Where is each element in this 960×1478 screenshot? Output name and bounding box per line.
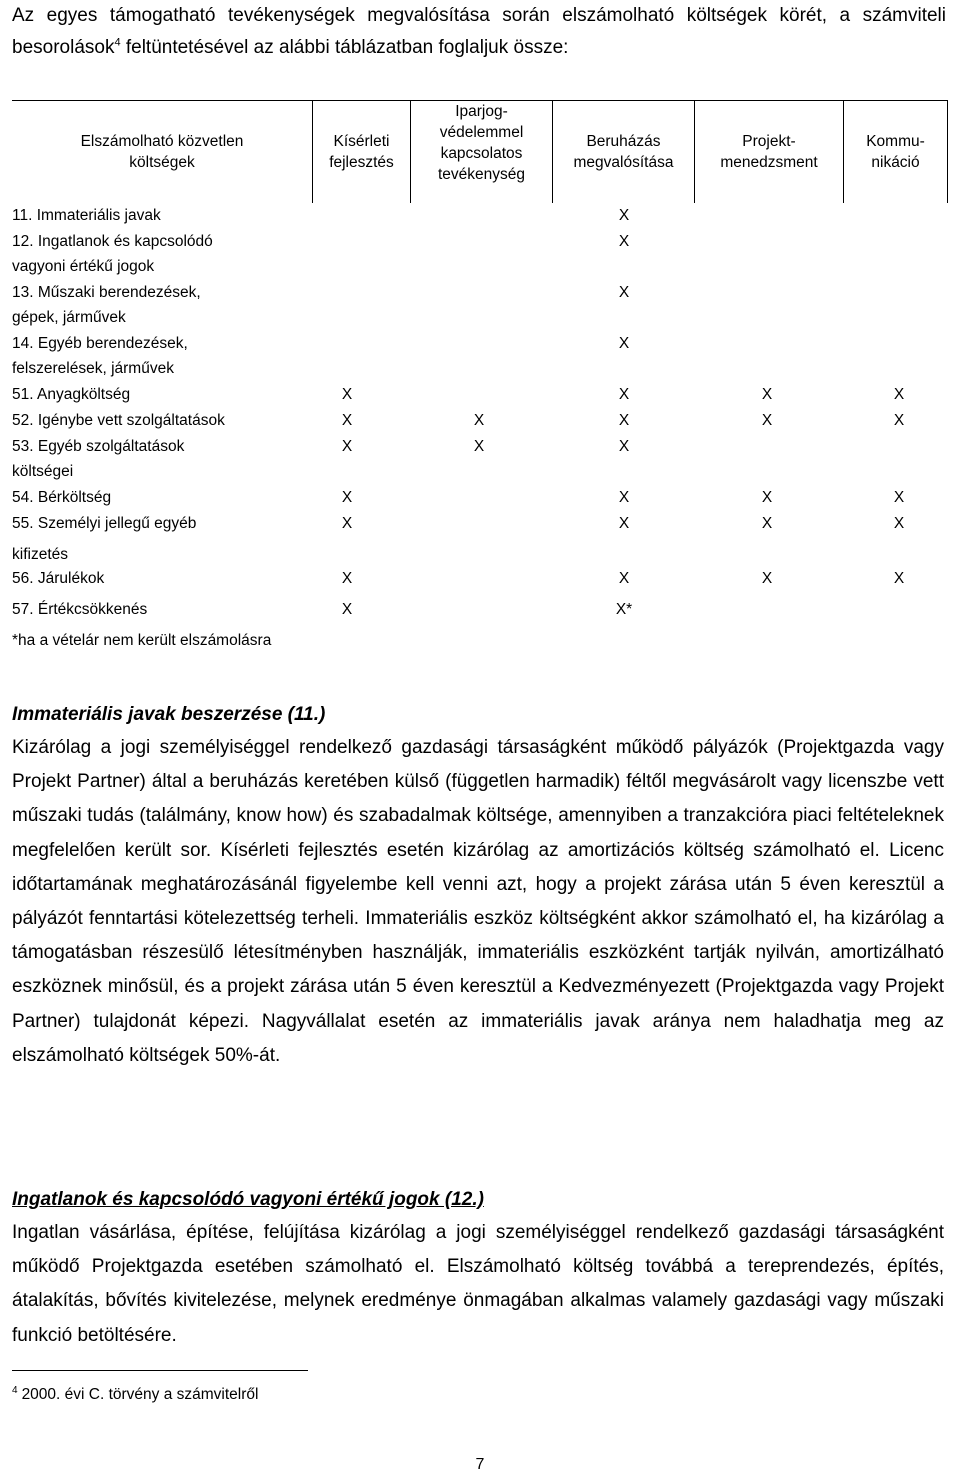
cell-mark: X [341, 438, 353, 455]
cell-mark: X [341, 489, 353, 506]
row-label-line: felszerelések, járművek [12, 360, 174, 377]
table-row [12, 566, 948, 597]
row-label-line: költségei [12, 463, 74, 480]
footnote-reference: 4 [114, 36, 121, 49]
cell-mark: X [618, 515, 630, 532]
page-number: 7 [475, 1456, 485, 1473]
column-header-line: kapcsolatos [440, 145, 523, 162]
table-row [12, 203, 948, 229]
footnote-text: 2000. évi C. törvény a számvitelről [21, 1386, 259, 1403]
intro-paragraph [12, 0, 946, 64]
table-row [12, 229, 948, 280]
cell-mark: X* [615, 601, 633, 618]
cell-mark: X [893, 386, 905, 403]
row-label-line: 51. Anyagköltség [12, 386, 131, 403]
column-header-3 [552, 101, 694, 203]
row-label-line: 12. Ingatlanok és kapcsolódó [12, 233, 213, 250]
column-header-line: tevékenység [437, 166, 526, 183]
column-header-line: Beruházás [586, 133, 661, 150]
table-row [12, 485, 948, 511]
column-header-line: megvalósítása [573, 154, 674, 171]
row-label [12, 229, 312, 279]
cell-mark: X [341, 386, 353, 403]
row-label [12, 566, 312, 591]
cell-mark: X [618, 207, 630, 224]
row-label-line: kifizetés [12, 546, 68, 563]
cell-mark: X [341, 515, 353, 532]
footnote-number: 4 [12, 1384, 18, 1396]
column-header-line: Elszámolható közvetlen [80, 133, 244, 150]
column-header-line: védelemmel [439, 124, 524, 141]
table-note: *ha a vételár nem került elszámolásra [12, 632, 272, 649]
row-label-line: 11. Immateriális javak [12, 207, 161, 224]
table-row [12, 280, 948, 331]
column-header-line: Kísérleti [333, 133, 390, 150]
footnote-separator [12, 1370, 308, 1371]
table-row [12, 331, 948, 382]
cell-mark: X [473, 438, 485, 455]
row-label-line: 14. Egyéb berendezések, [12, 335, 188, 352]
cell-mark: X [341, 412, 353, 429]
column-header-line: nikáció [871, 154, 920, 171]
cell-mark: X [341, 570, 353, 587]
cost-table [12, 100, 948, 649]
row-label [12, 280, 312, 330]
column-header-0 [12, 101, 312, 203]
row-label-line: gépek, járművek [12, 309, 126, 326]
cell-mark: X [893, 515, 905, 532]
section-heading-real-estate: Ingatlanok és kapcsolódó vagyoni értékű jogok (12.) [12, 1189, 484, 1210]
row-label-line: 52. Igénybe vett szolgáltatások [12, 412, 225, 429]
column-header-4 [694, 101, 843, 203]
column-header-line: menedzsment [720, 154, 818, 171]
cell-mark: X [618, 489, 630, 506]
row-label [12, 203, 312, 228]
section-heading-intangible: Immateriális javak beszerzése (11.) [12, 704, 326, 725]
cell-mark: X [893, 570, 905, 587]
row-label-line: 55. Személyi jellegű egyéb [12, 515, 197, 532]
section-paragraph-real-estate: Ingatlan vásárlása, építése, felújítása kizárólag a jogi személyiséggel rendelkező gazdasági társaságként működő Projektgazda esetében számolható el. Elszámolható költség továbbá a tereprendezés, építés, átalakítás, bővítés kivitelezése, melynek eredménye önmagában alkalmas valamely gazdasági vagy műszaki funkció betöltésére. [12, 1222, 944, 1346]
row-label-line: 53. Egyéb szolgáltatások [12, 438, 185, 455]
cell-mark: X [618, 335, 630, 352]
table-header [12, 100, 948, 203]
column-header-2 [410, 101, 552, 203]
column-header-line: fejlesztés [329, 154, 394, 171]
row-label-line: 54. Bérköltség [12, 489, 112, 506]
column-header-line: Projekt- [742, 133, 796, 150]
cell-mark: X [761, 412, 773, 429]
table-row [12, 511, 948, 566]
cell-mark: X [618, 284, 630, 301]
cell-mark: X [341, 601, 353, 618]
row-label-line: 57. Értékcsökkenés [12, 601, 148, 618]
intro-text-after: feltüntetésével az alábbi táblázatban foglaljuk össze: [120, 37, 569, 58]
row-label-line: vagyoni értékű jogok [12, 258, 155, 275]
cell-mark: X [761, 489, 773, 506]
column-header-line: Iparjog- [455, 103, 508, 120]
row-label [12, 382, 312, 407]
cell-mark: X [761, 570, 773, 587]
cell-mark: X [473, 412, 485, 429]
row-label [12, 331, 312, 381]
table-row [12, 382, 948, 408]
row-label [12, 408, 312, 433]
cell-mark: X [893, 412, 905, 429]
cell-mark: X [761, 515, 773, 532]
row-label [12, 485, 312, 510]
intro-text: Az egyes támogatható tevékenységek megvalósítása során elszámolható költségek körét, a számviteli besorolások [12, 5, 946, 58]
cell-mark: X [618, 233, 630, 250]
row-label [12, 434, 312, 484]
cell-mark: X [618, 570, 630, 587]
row-label-line: 13. Műszaki berendezések, [12, 284, 201, 301]
table-row [12, 597, 948, 628]
column-header-1 [312, 101, 410, 203]
footnote [12, 1384, 258, 1406]
row-label [12, 597, 312, 622]
cell-mark: X [618, 412, 630, 429]
cell-mark: X [893, 489, 905, 506]
table-row [12, 434, 948, 485]
column-header-line: Kommu- [866, 133, 925, 150]
cell-mark: X [618, 386, 630, 403]
cell-mark: X [761, 386, 773, 403]
cell-mark: X [618, 438, 630, 455]
column-header-5 [843, 101, 948, 203]
row-label [12, 511, 312, 567]
table-body [12, 203, 948, 628]
column-header-line: költségek [129, 154, 195, 171]
section-paragraph-intangible: Kizárólag a jogi személyiséggel rendelkező gazdasági társaságként működő pályázók (Projektgazda vagy Projekt Partner) által a beruházás keretében külső (független harmadik) féltől megvásárolt vagy licenszbe vett műszaki tudás (találmány, know how) és szabadalmak költsége, amennyiben a tranzakcióra piaci feltételeknek megfelelően került sor. Kísérleti fejlesztés esetén kizárólag az amortizációs költség számolható el. Licenc időtartamának meghatározásánál figyelembe kell venni azt, hogy a projekt zárása után 5 éven keresztül a pályázót fenntartási kötelezettség terheli. Immateriális eszköz költségként akkor számolható el, ha kizárólag a támogatásban részesülő létesítményben használják, immateriális eszközként tartják nyilván, amortizálható eszköznek minősül, és a projekt zárása után 5 éven keresztül a Kedvezményezett (Projektgazda vagy Projekt Partner) tulajdonát képezi. Nagyvállalat esetén az immateriális javak aránya nem haladhatja meg az elszámolható költségek 50%-át. [12, 737, 944, 1066]
table-row [12, 408, 948, 434]
row-label-line: 56. Járulékok [12, 570, 105, 587]
